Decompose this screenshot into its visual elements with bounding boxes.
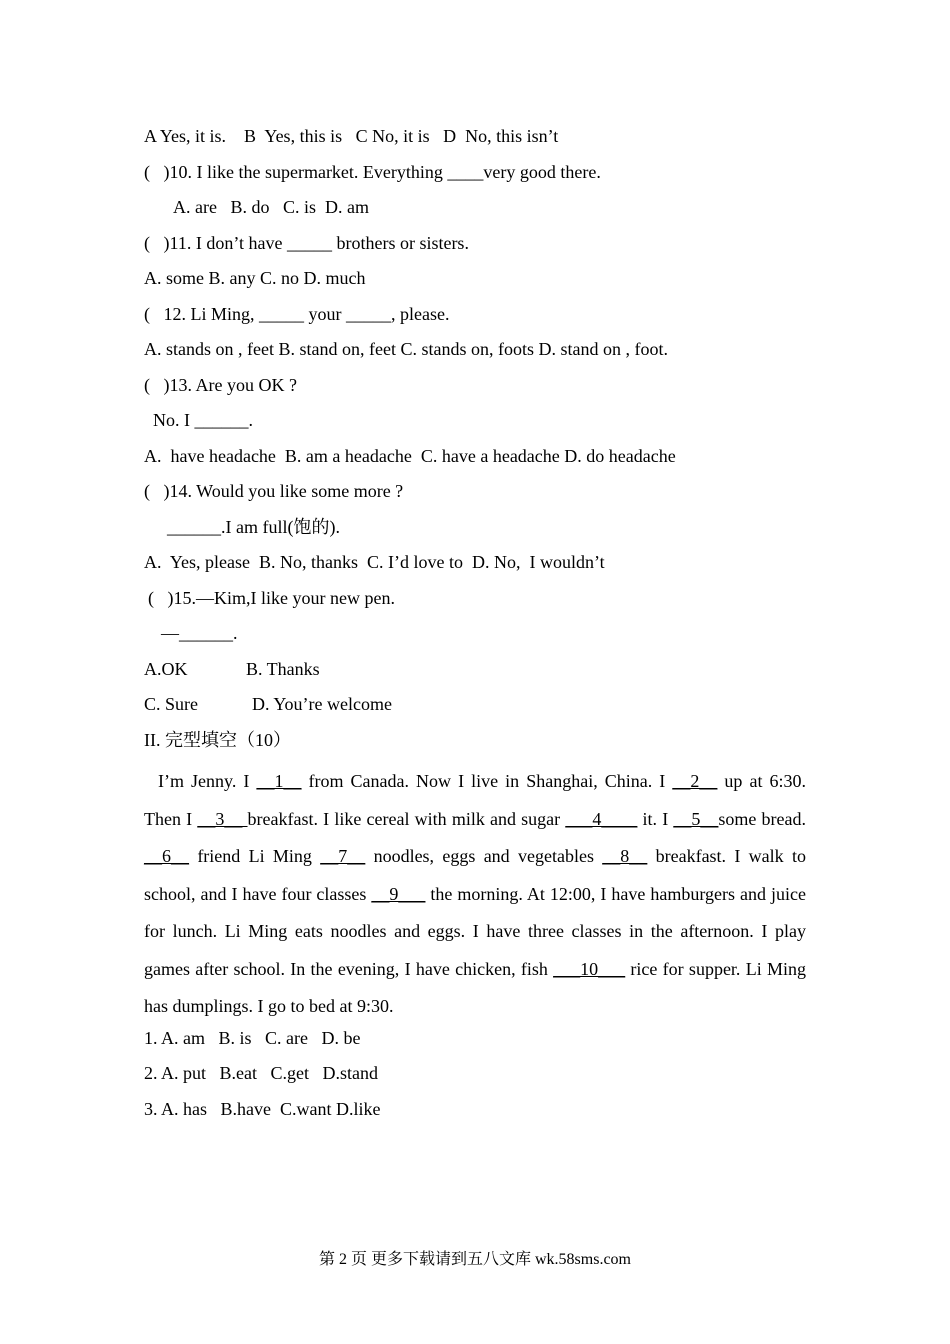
blank-7: __7__ — [320, 846, 366, 866]
blank-3: __3__ — [197, 808, 248, 829]
q14-answer: ______.I am full(饱的). — [167, 516, 340, 537]
q15-answer: —______. — [161, 623, 238, 643]
passage-text: it. I — [637, 808, 674, 829]
question-14: ( )14. Would you like some more ? — [144, 481, 404, 501]
passage-text: the morning. At 12:00, I have hamburgers and juice for lunch. Li Ming eats noodles and eggs. I have three classes in the afternoon. I play games after school. In the evening, I have chicken, fish — [144, 883, 806, 979]
blank-6: __6__ — [144, 846, 189, 866]
cloze-options-1: 1. A. am B. is C. are D. be — [144, 1027, 361, 1048]
blank-4: ___4____ — [565, 808, 638, 829]
blank-8: __8__ — [602, 846, 648, 866]
question-12: ( 12. Li Ming, _____ your _____, please. — [144, 303, 450, 324]
blank-10: ___10___ — [553, 958, 626, 979]
cloze-options-2: 2. A. put B.eat C.get D.stand — [144, 1063, 378, 1083]
passage-text: friend Li Ming — [189, 846, 321, 866]
cloze-options-3: 3. A. has B.have C.want D.like — [144, 1098, 381, 1119]
blank-1: __1__ — [256, 771, 302, 791]
q12-options: A. stands on , feet B. stand on, feet C. stands on, foots D. stand on , foot. — [144, 339, 668, 359]
passage-text: from Canada. Now I live in Shanghai, China. I — [301, 771, 673, 791]
passage-text: I’m Jenny. I — [158, 771, 257, 791]
q13-answer: No. I ______. — [153, 410, 253, 430]
q15-options-row-1: A.OK B. Thanks — [144, 658, 320, 679]
cloze-passage — [144, 763, 806, 1026]
q11-options: A. some B. any C. no D. much — [144, 268, 366, 288]
passage-text: breakfast. I like cereal with milk and sugar — [247, 808, 566, 829]
passage-text: some bread. — [718, 808, 807, 829]
passage-text: breakfast. I walk to school, and I have four classes — [144, 846, 806, 904]
q10-options: A. are B. do C. is D. am — [173, 197, 369, 217]
question-13: ( )13. Are you OK ? — [144, 374, 297, 395]
document-body — [144, 124, 806, 1132]
q13-options: A. have headache B. am a headache C. have a headache D. do headache — [144, 445, 676, 466]
q15-options-row-2: C. Sure D. You’re welcome — [144, 694, 392, 714]
q9-options: A Yes, it is. B Yes, this is C No, it is D No, this isn’t — [144, 126, 559, 146]
blank-5: __5__ — [673, 808, 719, 829]
passage-text: rice for supper. Li Ming has dumplings. I go to bed at 9:30. — [144, 958, 806, 1016]
question-11: ( )11. I don’t have _____ brothers or sisters. — [144, 232, 469, 253]
blank-2: __2__ — [672, 771, 718, 791]
question-15: ( )15.—Kim,I like your new pen. — [148, 587, 395, 608]
section-2-heading: II. 完型填空（10） — [144, 729, 291, 750]
passage-text: up at 6:30. Then I — [144, 771, 806, 829]
question-10: ( )10. I like the supermarket. Everything ____very good there. — [144, 161, 601, 182]
passage-text: noodles, eggs and vegetables — [365, 846, 603, 866]
blank-9: __9___ — [371, 883, 426, 904]
q14-options: A. Yes, please B. No, thanks C. I’d love to D. No, I wouldn’t — [144, 552, 605, 572]
page-footer: 第 2 页 更多下载请到五八文库 wk.58sms.com — [318, 1251, 631, 1268]
